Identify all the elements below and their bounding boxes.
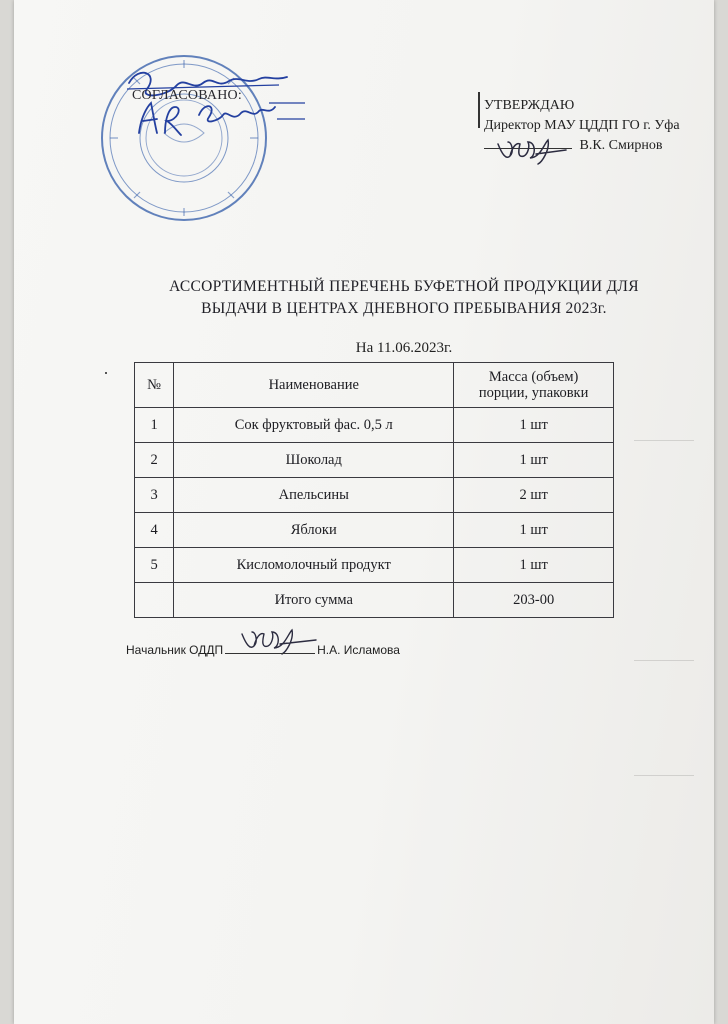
table-total-row [135,583,614,618]
agreement-handwriting-signature [119,55,309,155]
total-label: Итого сумма [174,583,454,618]
approval-heading: УТВЕРЖДАЮ [484,98,575,113]
paper-noise [634,440,694,441]
document-title-line-2: ВЫДАЧИ В ЦЕНТРАХ ДНЕВНОГО ПРЕБЫВАНИЯ 2023г. [201,300,607,317]
row-mass: 1 шт [454,443,614,478]
header-number: № [135,363,174,408]
row-number: 1 [135,408,174,443]
row-number: 3 [135,478,174,513]
header-name: Наименование [174,363,454,408]
header-mass-line-2: порции, упаковки [478,385,589,401]
document-title-line-1: АССОРТИМЕНТНЫЙ ПЕРЕЧЕНЬ БУФЕТНОЙ ПРОДУКЦИИ ДЛЯ [169,278,639,295]
row-name: Апельсины [174,478,454,513]
total-value: 203-00 [454,583,614,618]
table-row [135,443,614,478]
row-number: 4 [135,513,174,548]
footer-name: Н.А. Исламова [317,643,400,657]
row-name: Шоколад [174,443,454,478]
agreement-heading: СОГЛАСОВАНО: [132,88,242,103]
row-name: Кисломолочный продукт [174,548,454,583]
approval-bracket [478,92,480,128]
paper-speck [105,372,107,374]
document-title [134,276,674,320]
table-header-row [135,363,614,408]
director-signature [492,130,572,170]
header-mass-line-1: Масса (объем) [488,369,579,385]
table-row [135,478,614,513]
document-page [14,0,714,1024]
row-mass: 1 шт [454,513,614,548]
table-row [135,513,614,548]
header-mass [454,363,614,408]
approval-position: Директор МАУ ЦДДП ГО г. Уфа [484,118,680,133]
products-table [134,362,614,618]
row-mass: 2 шт [454,478,614,513]
document-date: На 11.06.2023г. [355,340,453,356]
row-name: Яблоки [174,513,454,548]
row-number: 5 [135,548,174,583]
footer-signature-row [126,643,400,657]
row-name: Сок фруктовый фас. 0,5 л [174,408,454,443]
row-mass: 1 шт [454,548,614,583]
footer-signature-line [225,653,315,654]
table-row [135,408,614,443]
total-number [135,583,174,618]
table-row [135,548,614,583]
row-number: 2 [135,443,174,478]
paper-noise [634,660,694,661]
approval-name: В.К. Смирнов [579,138,663,153]
row-mass: 1 шт [454,408,614,443]
paper-noise [634,775,694,776]
footer-position: Начальник ОДДП [126,643,224,657]
